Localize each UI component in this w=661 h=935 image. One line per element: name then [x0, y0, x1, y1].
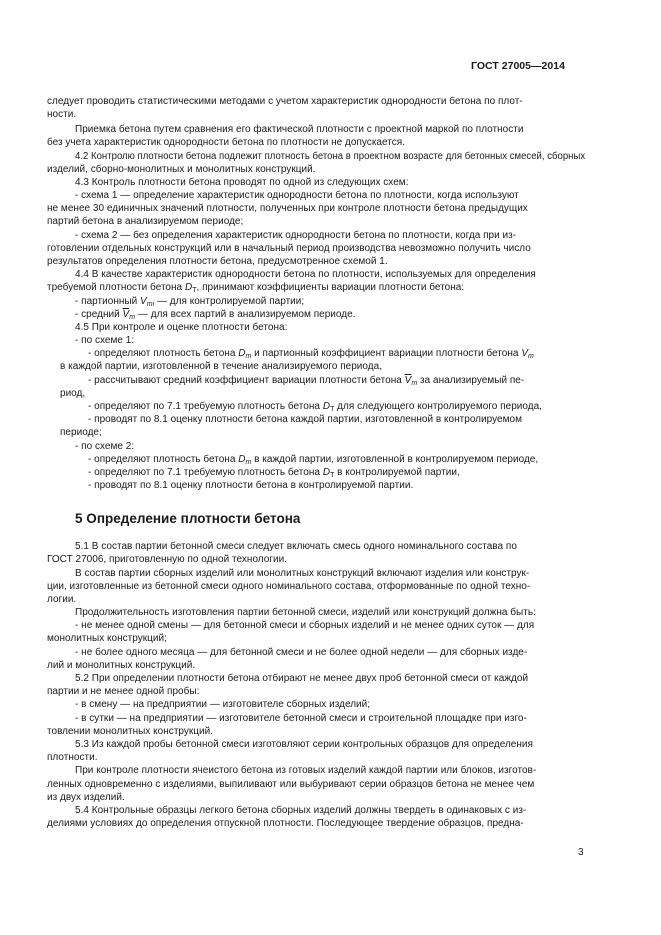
text-line: результатов определения плотности бетона, предусмотренное схемой 1. [47, 256, 388, 267]
text-line: следует проводить статистическими методами с учетом характеристик однородности бетона по плот- [47, 96, 523, 107]
text-line: партий бетона в анализируемом периоде; [47, 216, 244, 227]
text-line: периоде; [60, 427, 102, 438]
text-line: из двух изделий. [47, 792, 125, 803]
text-line: - определяют по 7.1 требуемую плотность бетона $D_Т$ в контролируемой партии, [88, 467, 460, 479]
text-line: 4.4 В качестве характеристик однородности бетона по плотности, используемых для определения [75, 269, 536, 280]
text-line: изделий, сборно-монолитных и монолитных конструкций. [47, 164, 316, 175]
text-line: 4.5 При контроле и оценке плотности бетона: [75, 322, 288, 333]
text-line: ности. [47, 109, 77, 120]
text-line: без учета характеристик однородности бетона по плотности не допускается. [47, 137, 406, 148]
text-line: - в смену — на предприятии — изготовителе сборных изделий; [75, 699, 371, 710]
text-line: товлении монолитных конструкций. [47, 726, 214, 737]
text-line: требуемой плотности бетона $D_Т$, принимают коэффициенты вариации плотности бетона: [47, 282, 465, 294]
text-line: - не более одного месяца — для бетонной смеси и не более одной недели — для сборных изде- [75, 647, 528, 658]
text-line: риод, [60, 388, 86, 399]
page-header-code: ГОСТ 27005—2014 [471, 60, 565, 72]
text-line: ГОСТ 27006, приготовленную по одной технологии. [47, 554, 288, 565]
text-line: - определяют плотность бетона $D_m$ и партионный коэффициент вариации плотности бетона $V_m$ [88, 348, 534, 360]
text-line: - не менее одной смены — для бетонной смеси и сборных изделий и не менее одних суток — для [75, 620, 535, 631]
text-line: делиями условиях до определения отпускной плотности. Последующее твердение образцов, предна- [47, 818, 524, 829]
text-line: - партионный $V_{mi}$ — для контролируемой партии; [75, 296, 305, 308]
section-heading: 5 Определение плотности бетона [75, 511, 301, 526]
text-line: логии. [47, 594, 77, 605]
text-line: Приемка бетона путем сравнения его фактической плотности с проектной маркой по плотности [75, 124, 524, 135]
text-line: - определяют по 7.1 требуемую плотность бетона $D_Т$ для следующего контролируемого периода, [88, 401, 542, 413]
text-line: партии и не менее одной пробы: [47, 686, 200, 697]
text-line: - проводят по 8.1 оценку плотности бетона в контролируемой партии. [88, 480, 414, 491]
text-line: в каждой партии, изготовленной в течение анализируемого периода, [60, 361, 383, 372]
text-line: 5.2 При определении плотности бетона отбирают не менее двух проб бетонной смеси от каждой [75, 673, 529, 684]
text-line: - схема 2 — без определения характеристик однородности бетона по плотности, когда при из- [75, 230, 517, 241]
text-line: лий и монолитных конструкций. [47, 660, 196, 671]
text-line: плотности. [47, 752, 98, 763]
text-line: В состав партии сборных изделий или монолитных конструкций включают изделия или конструк- [75, 568, 530, 579]
text-line: - схема 1 — определение характеристик однородности бетона по плотности, когда используют [75, 190, 519, 201]
text-line: - по схеме 2: [75, 441, 135, 452]
text-line: - проводят по 8.1 оценку плотности бетона каждой партии, изготовленной в контролируемом [88, 414, 522, 425]
text-line: - средний $\overline{V}_m$ — для всех партий в анализируемом периоде. [75, 309, 356, 321]
text-line: ции, изготовленные из бетонной смеси одного номинального состава, отформованные по одной техно- [47, 581, 531, 592]
text-line: 4.3 Контроль плотности бетона проводят по одной из следующих схем: [75, 177, 409, 188]
text-line: 5.4 Контрольные образцы легкого бетона сборных изделий должны твердеть в одинаковых с из- [75, 805, 527, 816]
text-line: - рассчитывают средний коэффициент вариации плотности бетона $\overline{V}_m$ за анализируемый пе- [88, 375, 525, 387]
text-line: монолитных конструкций; [47, 633, 167, 644]
text-line: - по схеме 1: [75, 335, 135, 346]
text-line: - определяют плотность бетона $D_m$ в каждой партии, изготовленной в контролируемом периоде, [88, 454, 539, 466]
text-line: При контроле плотности ячеистого бетона из готовых изделий каждой партии или блоков, изготов- [75, 765, 537, 776]
page-number: 3 [578, 847, 584, 858]
text-line: 5.1 В состав партии бетонной смеси следует включать смесь одного номинального состава по [75, 541, 517, 552]
text-line: 4.2 Контролю плотности бетона подлежит плотность бетона в проектном возрасте для бетонных смесей, сборных [75, 151, 586, 162]
text-line: 5.3 Из каждой пробы бетонной смеси изготовляют серии контрольных образцов для определения [75, 739, 533, 750]
text-line: Продолжительность изготовления партии бетонной смеси, изделий или конструкций должна быть: [75, 607, 536, 618]
text-line: готовлении отдельных конструкций или в начальный период производства невозможно получить число [47, 243, 531, 254]
text-line: ленных одновременно с изделиями, выпиливают или выбуривают серии образцов бетона не менее чем [47, 779, 535, 790]
text-line: - в сутки — на предприятии — изготовителе бетонной смеси и строительной площадке при изго- [75, 713, 527, 724]
text-line: не менее 30 единичных значений плотности, полученных при контроле плотности бетона предыдущих [47, 203, 528, 214]
